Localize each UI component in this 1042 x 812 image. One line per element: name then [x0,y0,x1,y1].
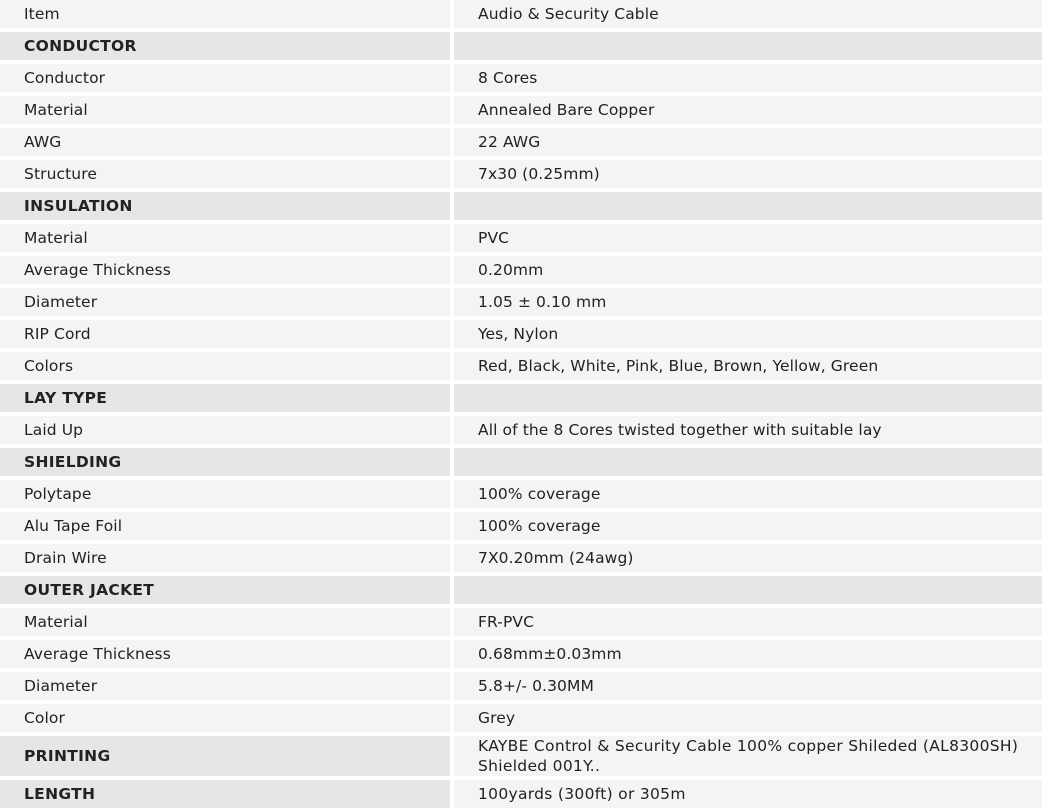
spec-row [0,480,1042,508]
section-value [454,32,1042,60]
spec-row [0,640,1042,668]
spec-value: 8 Cores [454,64,1042,92]
spec-row [0,672,1042,700]
spec-label: Diameter [0,288,450,316]
spec-label: Colors [0,352,450,380]
spec-label: RIP Cord [0,320,450,348]
section-label: SHIELDING [0,448,450,476]
spec-value: 100% coverage [454,480,1042,508]
spec-label: Color [0,704,450,732]
spec-value: Annealed Bare Copper [454,96,1042,124]
section-value [454,576,1042,604]
spec-row [0,160,1042,188]
spec-value: 100% coverage [454,512,1042,540]
spec-label: Conductor [0,64,450,92]
section-header-row [0,780,1042,808]
spec-label: Average Thickness [0,256,450,284]
spec-row [0,64,1042,92]
section-label: INSULATION [0,192,450,220]
section-header-row [0,384,1042,412]
spec-row [0,128,1042,156]
section-header-row [0,736,1042,776]
section-header-row [0,32,1042,60]
spec-value: 7X0.20mm (24awg) [454,544,1042,572]
spec-value: 0.20mm [454,256,1042,284]
spec-value: All of the 8 Cores twisted together with suitable lay [454,416,1042,444]
spec-label: AWG [0,128,450,156]
spec-row [0,224,1042,252]
spec-row [0,608,1042,636]
section-label: LAY TYPE [0,384,450,412]
spec-row [0,288,1042,316]
spec-row [0,256,1042,284]
spec-value: PVC [454,224,1042,252]
spec-value: Grey [454,704,1042,732]
spec-row [0,704,1042,732]
spec-row [0,320,1042,348]
section-value [454,448,1042,476]
spec-row [0,352,1042,380]
spec-row [0,96,1042,124]
section-header-row [0,192,1042,220]
spec-label: Laid Up [0,416,450,444]
spec-value: 7x30 (0.25mm) [454,160,1042,188]
spec-value: FR-PVC [454,608,1042,636]
spec-value: 1.05 ± 0.10 mm [454,288,1042,316]
section-label: CONDUCTOR [0,32,450,60]
spec-label: Drain Wire [0,544,450,572]
spec-label: Material [0,96,450,124]
spec-label: Diameter [0,672,450,700]
spec-row [0,544,1042,572]
spec-value: 22 AWG [454,128,1042,156]
section-value: 100yards (300ft) or 305m [454,780,1042,808]
section-value [454,384,1042,412]
spec-label: Item [0,0,450,28]
section-header-row [0,576,1042,604]
spec-label: Structure [0,160,450,188]
spec-value: 0.68mm±0.03mm [454,640,1042,668]
spec-value: Yes, Nylon [454,320,1042,348]
spec-label: Material [0,224,450,252]
section-label: OUTER JACKET [0,576,450,604]
section-header-row [0,448,1042,476]
section-value [454,192,1042,220]
section-value: KAYBE Control & Security Cable 100% copper Shileded (AL8300SH) Shielded 001Y.. [454,736,1042,776]
spec-value: 5.8+/- 0.30MM [454,672,1042,700]
spec-value: Audio & Security Cable [454,0,1042,28]
spec-label: Polytape [0,480,450,508]
spec-label: Material [0,608,450,636]
spec-label: Alu Tape Foil [0,512,450,540]
spec-row [0,416,1042,444]
spec-row [0,0,1042,28]
spec-row [0,512,1042,540]
section-label: PRINTING [0,736,450,776]
spec-value: Red, Black, White, Pink, Blue, Brown, Yellow, Green [454,352,1042,380]
spec-label: Average Thickness [0,640,450,668]
section-label: LENGTH [0,780,450,808]
